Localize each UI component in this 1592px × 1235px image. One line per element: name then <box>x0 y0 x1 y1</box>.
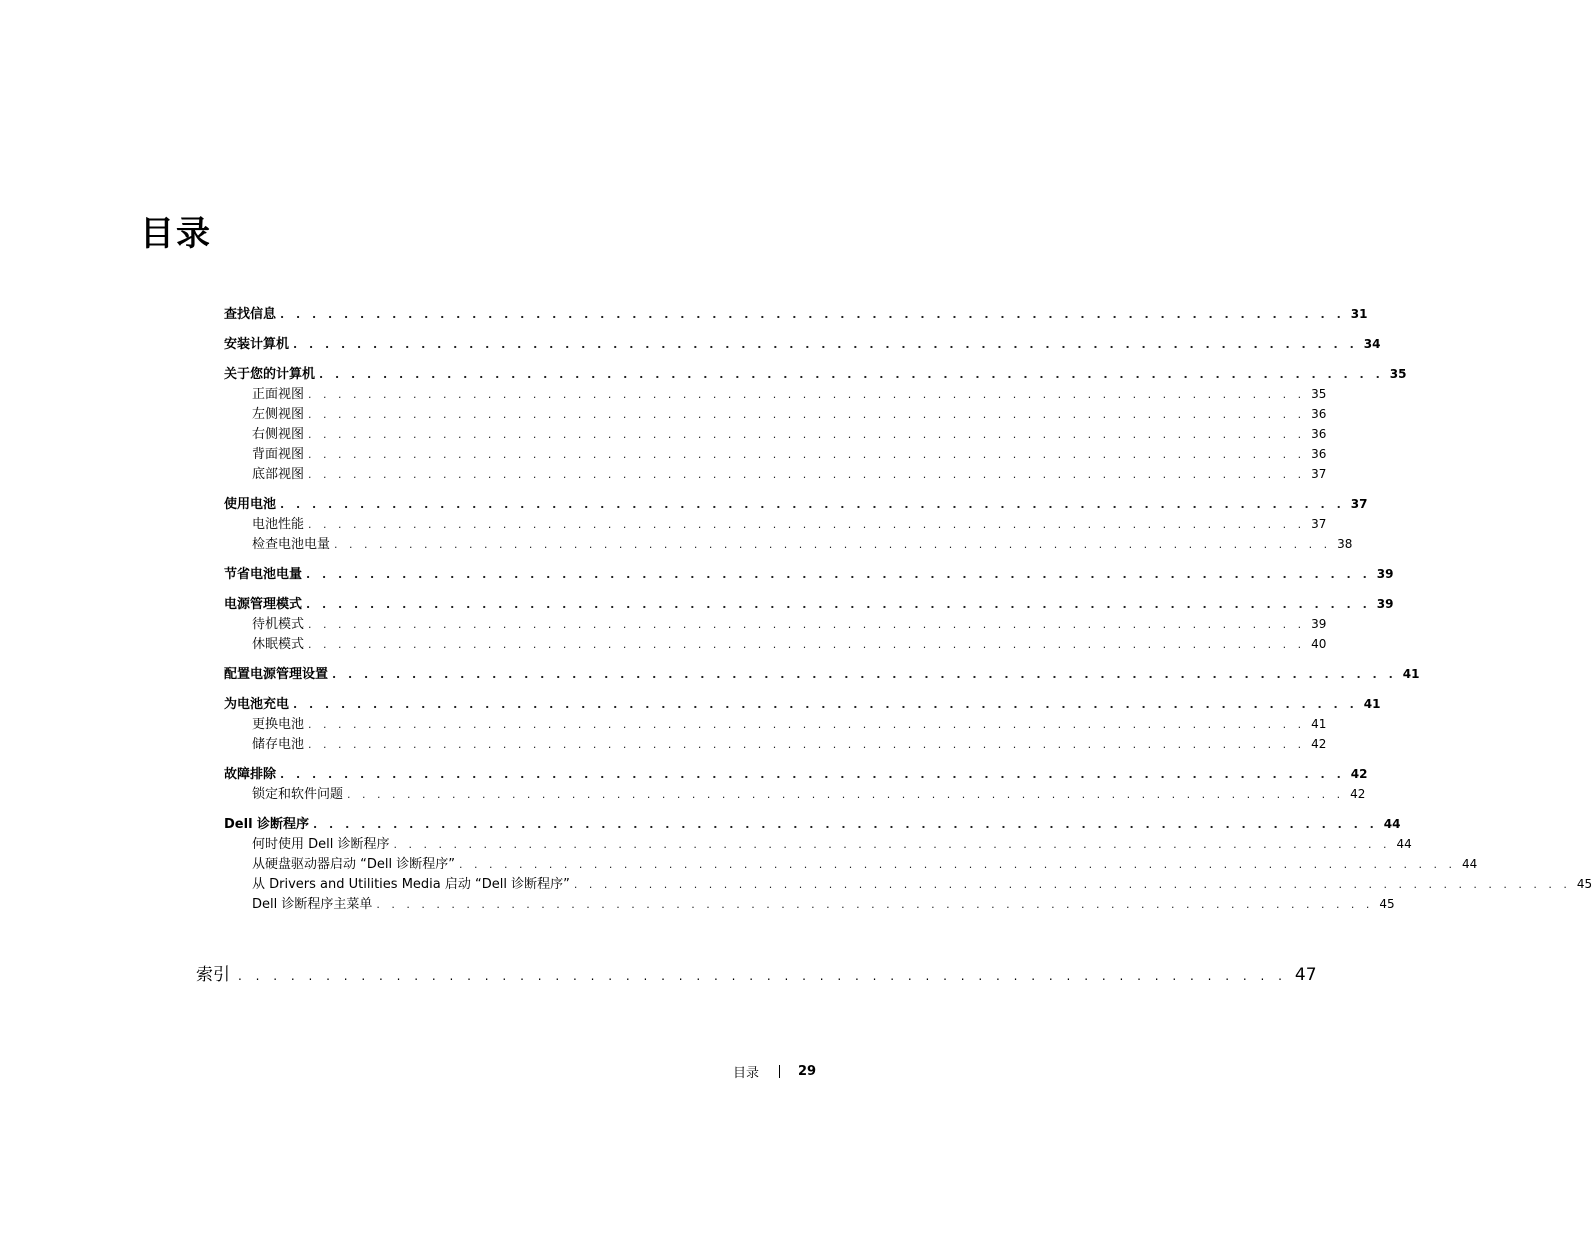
toc-entry-label: 储存电池 <box>252 737 305 752</box>
dot-leader: . . . . . . . . . . . . . . . . . . . . . . . . . . . . . . . . . . . . . . . . . . . . . . . . . . . . . . . . . . . . . . . . . . . <box>293 338 1358 351</box>
toc-entry-page: 35 <box>1311 387 1327 401</box>
page-footer <box>733 1062 816 1081</box>
dot-leader: . . . . . . . . . . . . . . . . . . . . . . . . . . . . . . . . . . . . . . . . . . . . . . . . . . . . . . . . . . . . . . . . . . . <box>308 718 1306 731</box>
toc-entry[interactable] <box>224 764 1368 784</box>
toc-entry-page: 39 <box>1376 567 1394 581</box>
toc-entry[interactable] <box>224 664 1420 684</box>
toc-subentry[interactable] <box>224 854 1478 874</box>
toc-subentry[interactable] <box>224 874 1592 894</box>
toc-entry-page: 36 <box>1311 407 1327 421</box>
toc-entry-label: 关于您的计算机 <box>224 367 316 382</box>
footer-section: 目录 <box>733 1066 760 1081</box>
dot-leader: . . . . . . . . . . . . . . . . . . . . . . . . . . . . . . . . . . . . . . . . . . . . . . . . . . . . . . . . . . . . . . . . . . . <box>308 618 1306 631</box>
toc-entry-label: 电池性能 <box>252 517 305 532</box>
toc-subentry[interactable] <box>224 634 1327 654</box>
toc-entry-label: 从 Drivers and Utilities Media 启动 “Dell 诊断程序” <box>252 877 570 892</box>
toc-entry-page: 44 <box>1396 837 1412 851</box>
toc-subentry[interactable] <box>224 424 1327 444</box>
dot-leader: . . . . . . . . . . . . . . . . . . . . . . . . . . . . . . . . . . . . . . . . . . . . . . . . . . . . . . . . . . . . . . . . . . . <box>280 308 1345 321</box>
toc-subentry[interactable] <box>224 464 1327 484</box>
toc-entry-page: 42 <box>1311 737 1327 751</box>
toc-entry-label: 背面视图 <box>252 447 305 462</box>
dot-leader: . . . . . . . . . . . . . . . . . . . . . . . . . . . . . . . . . . . . . . . . . . . . . . . . . . . . . . . . . . . . . . . . . . . <box>308 408 1306 421</box>
toc-subentry[interactable] <box>224 784 1366 804</box>
toc-entry-label: 电源管理模式 <box>224 597 303 612</box>
dot-leader: . . . . . . . . . . . . . . . . . . . . . . . . . . . . . . . . . . . . . . . . . . . . . . . . . . . . . . . . . . . . . . . . . . . <box>280 768 1345 781</box>
toc-entry-label: 节省电池电量 <box>224 567 303 582</box>
toc-entry-page: 47 <box>1294 965 1317 985</box>
toc-entry-page: 44 <box>1462 857 1478 871</box>
toc-entry-index[interactable] <box>196 960 1317 985</box>
toc-subentry[interactable] <box>224 444 1327 464</box>
footer-page-number: 29 <box>798 1064 817 1079</box>
toc-subentry[interactable] <box>224 404 1327 424</box>
dot-leader: . . . . . . . . . . . . . . . . . . . . . . . . . . . . . . . . . . . . . . . . . . . . . . . . . . . . . . . . . . . . . . . . . . . <box>306 568 1371 581</box>
toc-entry-label: 故障排除 <box>224 767 277 782</box>
toc-entry-page: 45 <box>1576 877 1592 891</box>
toc-entry-label: 正面视图 <box>252 387 305 402</box>
toc-entry-label: Dell 诊断程序 <box>224 817 310 832</box>
dot-leader: . . . . . . . . . . . . . . . . . . . . . . . . . . . . . . . . . . . . . . . . . . . . . . . . . . . . . . . . . . . . . . . . . . . <box>393 838 1391 851</box>
toc-entry-page: 36 <box>1311 447 1327 461</box>
toc-subentry[interactable] <box>224 514 1327 534</box>
toc-subentry[interactable] <box>224 614 1327 634</box>
toc-entry-label: 锁定和软件问题 <box>252 787 344 802</box>
toc-entry-page: 40 <box>1311 637 1327 651</box>
toc-subentry[interactable] <box>224 734 1327 754</box>
table-of-contents <box>224 304 1592 914</box>
toc-entry-page: 42 <box>1350 787 1366 801</box>
dot-leader: . . . . . . . . . . . . . . . . . . . . . . . . . . . . . . . . . . . . . . . . . . . . . . . . . . . . . . . . . . . . . . . . . . . <box>334 538 1332 551</box>
toc-entry[interactable] <box>224 694 1381 714</box>
toc-entry-label: 右侧视图 <box>252 427 305 442</box>
toc-entry[interactable] <box>224 594 1394 614</box>
toc-entry-page: 45 <box>1379 897 1395 911</box>
toc-entry-page: 37 <box>1311 517 1327 531</box>
dot-leader: . . . . . . . . . . . . . . . . . . . . . . . . . . . . . . . . . . . . . . . . . . . . . . . . . . . . . . . . . . . . <box>238 969 1287 983</box>
toc-entry-label: 待机模式 <box>252 617 305 632</box>
dot-leader: . . . . . . . . . . . . . . . . . . . . . . . . . . . . . . . . . . . . . . . . . . . . . . . . . . . . . . . . . . . . . . . . . . . <box>313 818 1378 831</box>
dot-leader: . . . . . . . . . . . . . . . . . . . . . . . . . . . . . . . . . . . . . . . . . . . . . . . . . . . . . . . . . . . . . . . . . . . <box>308 448 1306 461</box>
toc-entry-label: 底部视图 <box>252 467 305 482</box>
toc-entry-page: 41 <box>1311 717 1327 731</box>
toc-subentry[interactable] <box>224 894 1395 914</box>
dot-leader: . . . . . . . . . . . . . . . . . . . . . . . . . . . . . . . . . . . . . . . . . . . . . . . . . . . . . . . . . . . . . . . . . . . <box>319 368 1384 381</box>
toc-entry-page: 36 <box>1311 427 1327 441</box>
toc-entry-page: 34 <box>1363 337 1381 351</box>
toc-entry-label: 为电池充电 <box>224 697 290 712</box>
toc-entry[interactable] <box>224 364 1407 384</box>
dot-leader: . . . . . . . . . . . . . . . . . . . . . . . . . . . . . . . . . . . . . . . . . . . . . . . . . . . . . . . . . . . . . . . . . . . <box>347 788 1345 801</box>
dot-leader: . . . . . . . . . . . . . . . . . . . . . . . . . . . . . . . . . . . . . . . . . . . . . . . . . . . . . . . . . . . . . . . . . . . <box>308 468 1306 481</box>
toc-entry[interactable] <box>224 334 1381 354</box>
toc-entry-page: 39 <box>1376 597 1394 611</box>
toc-entry[interactable] <box>224 304 1368 324</box>
toc-subentry[interactable] <box>224 534 1353 554</box>
toc-entry-label: 查找信息 <box>224 307 277 322</box>
page-title: 目录 <box>140 214 212 254</box>
toc-entry[interactable] <box>224 814 1401 834</box>
toc-entry-label: 从硬盘驱动器启动 “Dell 诊断程序” <box>252 857 455 872</box>
toc-entry-page: 42 <box>1350 767 1368 781</box>
toc-entry-label: 检查电池电量 <box>252 537 331 552</box>
footer-divider <box>779 1065 780 1078</box>
dot-leader: . . . . . . . . . . . . . . . . . . . . . . . . . . . . . . . . . . . . . . . . . . . . . . . . . . . . . . . . . . . . . . . . . . . <box>280 498 1345 511</box>
toc-entry-label: 左侧视图 <box>252 407 305 422</box>
dot-leader: . . . . . . . . . . . . . . . . . . . . . . . . . . . . . . . . . . . . . . . . . . . . . . . . . . . . . . . . . . . . . . . . . . . <box>308 518 1306 531</box>
toc-entry-page: 35 <box>1389 367 1407 381</box>
dot-leader: . . . . . . . . . . . . . . . . . . . . . . . . . . . . . . . . . . . . . . . . . . . . . . . . . . . . . . . . . . . . . . . . . . . <box>332 668 1397 681</box>
toc-subentry[interactable] <box>224 834 1412 854</box>
dot-leader: . . . . . . . . . . . . . . . . . . . . . . . . . . . . . . . . . . . . . . . . . . . . . . . . . . . . . . . . . . . . . . . . . . . <box>308 428 1306 441</box>
toc-subentry[interactable] <box>224 384 1327 404</box>
toc-entry-page: 44 <box>1383 817 1401 831</box>
toc-entry-page: 38 <box>1337 537 1353 551</box>
toc-entry-page: 41 <box>1363 697 1381 711</box>
toc-entry-label: Dell 诊断程序主菜单 <box>252 897 373 912</box>
toc-entry-label: 索引 <box>196 965 230 985</box>
toc-entry-page: 41 <box>1402 667 1420 681</box>
toc-entry-label: 休眠模式 <box>252 637 305 652</box>
toc-entry-page: 31 <box>1350 307 1368 321</box>
dot-leader: . . . . . . . . . . . . . . . . . . . . . . . . . . . . . . . . . . . . . . . . . . . . . . . . . . . . . . . . . . . . . . . . . . . <box>308 738 1306 751</box>
dot-leader: . . . . . . . . . . . . . . . . . . . . . . . . . . . . . . . . . . . . . . . . . . . . . . . . . . . . . . . . . . . . . . . . . . . <box>376 898 1374 911</box>
toc-entry-page: 37 <box>1311 467 1327 481</box>
dot-leader: . . . . . . . . . . . . . . . . . . . . . . . . . . . . . . . . . . . . . . . . . . . . . . . . . . . . . . . . . . . . . . . . . . . <box>458 858 1457 871</box>
dot-leader: . . . . . . . . . . . . . . . . . . . . . . . . . . . . . . . . . . . . . . . . . . . . . . . . . . . . . . . . . . . . . . . . . . . <box>573 878 1571 891</box>
toc-entry-page: 39 <box>1311 617 1327 631</box>
toc-entry[interactable] <box>224 564 1394 584</box>
dot-leader: . . . . . . . . . . . . . . . . . . . . . . . . . . . . . . . . . . . . . . . . . . . . . . . . . . . . . . . . . . . . . . . . . . . <box>306 598 1371 611</box>
toc-entry-label: 安装计算机 <box>224 337 290 352</box>
dot-leader: . . . . . . . . . . . . . . . . . . . . . . . . . . . . . . . . . . . . . . . . . . . . . . . . . . . . . . . . . . . . . . . . . . . <box>293 698 1358 711</box>
dot-leader: . . . . . . . . . . . . . . . . . . . . . . . . . . . . . . . . . . . . . . . . . . . . . . . . . . . . . . . . . . . . . . . . . . . <box>308 388 1306 401</box>
toc-entry-label: 使用电池 <box>224 497 277 512</box>
toc-subentry[interactable] <box>224 714 1327 734</box>
toc-entry[interactable] <box>224 494 1368 514</box>
toc-entry-label: 配置电源管理设置 <box>224 667 329 682</box>
toc-entry-label: 更换电池 <box>252 717 305 732</box>
toc-entry-label: 何时使用 Dell 诊断程序 <box>252 837 390 852</box>
toc-entry-page: 37 <box>1350 497 1368 511</box>
dot-leader: . . . . . . . . . . . . . . . . . . . . . . . . . . . . . . . . . . . . . . . . . . . . . . . . . . . . . . . . . . . . . . . . . . . <box>308 638 1306 651</box>
